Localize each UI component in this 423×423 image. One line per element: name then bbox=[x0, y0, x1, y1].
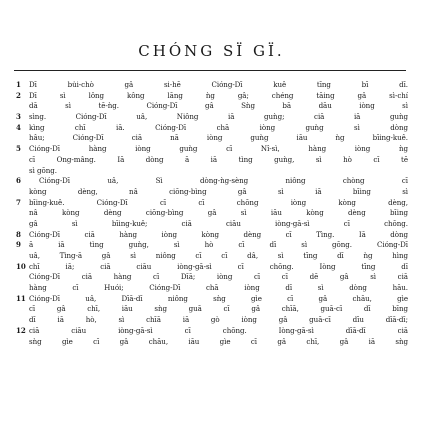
line-text: Dī bu̍i-chò gâ si-hē Cióng-Dī kuê tīng bī dī. bbox=[29, 80, 408, 89]
verse-number: 5 bbox=[16, 144, 21, 154]
text-line bbox=[16, 337, 408, 348]
text-line bbox=[16, 262, 408, 273]
line-text: Dī sì lông kông lāng ǹg gâ; chéng tāing gâ sì-chí bbox=[29, 90, 408, 100]
verse-number: 4 bbox=[16, 122, 21, 132]
verse-number: 7 bbox=[16, 197, 21, 207]
line-text: cī gâ chī, iāu sǹg guā cī gâ chīā, guā-cī dī bīng bbox=[29, 304, 408, 314]
line-text: chī iā; ciā ciāu iòng-gā-sì cī chōng. Iòng tīng dī bbox=[29, 261, 408, 271]
line-text: sìng. Cióng-Dī uâ, Niông iā guǹg; ciā iā guǹg bbox=[29, 112, 408, 122]
text-line bbox=[16, 219, 408, 230]
line-text: gâ sì bīing-kuê; ciā ciāu iòng-gā-sì cī chōng. bbox=[29, 218, 408, 228]
line-text: kìng chī iā. Cióng-Dī chā iòng guǹg sì dòng bbox=[29, 122, 408, 132]
text-line bbox=[16, 304, 408, 315]
line-text: ā iā tìng guǹg, sì hò cī dī sì gōng. Cióng-Dī bbox=[29, 240, 408, 250]
line-text: uâ, Tìng-ā gâ sì niông cī cī dâ, sì tīng dī ǹg hìng bbox=[29, 251, 408, 260]
text-line bbox=[16, 187, 408, 198]
text-line bbox=[16, 315, 408, 326]
line-text: kòng dèng, nâ ciōng-bìng gâ sì iā bīing sì bbox=[29, 186, 408, 196]
text-line bbox=[16, 176, 408, 187]
text-line bbox=[16, 91, 408, 102]
verse-number: 9 bbox=[16, 240, 21, 250]
verse-number: 2 bbox=[16, 90, 21, 100]
text-line bbox=[16, 101, 408, 112]
line-text: Cióng-Dī ciā hàng cī Dīā; iòng cī cī dē gâ sì ciā bbox=[29, 272, 408, 282]
title-divider bbox=[14, 70, 406, 71]
verse-number: 1 bbox=[16, 80, 21, 89]
line-text: cī Ong-mâng. Iā dòng ā iā tìng guǹg, sì hò cī tē bbox=[29, 154, 408, 164]
chapter-body bbox=[16, 80, 408, 347]
verse-number: 12 bbox=[16, 325, 26, 335]
line-text: hàng cī Huói; Cióng-Dī chā iòng dī sì dòng hāu. bbox=[29, 283, 408, 293]
line-text: ciā ciāu iòng-gā-sì cī chōng. Iòng-gā-sì dīā-dī ciā bbox=[29, 325, 408, 335]
line-text: Cióng-Dī uâ, Dīā-dī niông sǹg gìe cī gâ chāu, gìe bbox=[29, 293, 408, 303]
text-line bbox=[16, 240, 408, 251]
text-line bbox=[16, 208, 408, 219]
text-line bbox=[16, 251, 408, 262]
text-line bbox=[16, 80, 408, 91]
verse-number: 11 bbox=[16, 293, 26, 303]
text-line bbox=[16, 198, 408, 209]
text-line bbox=[16, 272, 408, 283]
verse-number: 10 bbox=[16, 261, 26, 271]
line-text: dā sì tē-ǹg. Cióng-Dī gâ Sǹg bā dāu iòng sì bbox=[29, 101, 408, 111]
line-text: hâu; Cióng-Dī ciā nā iòng guǹg iāu ǹg bīing-kuê. bbox=[29, 133, 408, 143]
text-line bbox=[16, 326, 408, 337]
text-line bbox=[16, 155, 408, 166]
text-line bbox=[16, 294, 408, 305]
line-text: dī iā hò, sì chīā iā gò iòng gâ guā-cī dīu dīā-dī; bbox=[29, 315, 408, 325]
line-text: Cióng-Dī hàng iòng guǹg cī Nî-sì, hàng iòng ǹg bbox=[29, 144, 408, 154]
verse-number: 6 bbox=[16, 176, 21, 186]
text-line bbox=[16, 144, 408, 155]
verse-number: 3 bbox=[16, 112, 21, 122]
text-line bbox=[16, 166, 408, 177]
text-line bbox=[16, 123, 408, 134]
verse-number: 8 bbox=[16, 229, 21, 239]
text-line bbox=[16, 230, 408, 241]
line-text: Cióng-Dī ciā hàng iòng kòng dèng cī Tìng. Iā dòng bbox=[29, 229, 408, 239]
text-line bbox=[16, 112, 408, 123]
line-text: bīing-kuê. Cióng-Dī cī cī chōng iòng kòng dèng, bbox=[29, 197, 408, 207]
chapter-title: CHÓNG SÏ GÏ. bbox=[138, 42, 285, 60]
line-text: sǹg gìe cī gâ chāu, iāu gìe cī gâ chī, gâ iā sǹg bbox=[29, 336, 408, 346]
text-line bbox=[16, 283, 408, 294]
line-text: nâ kòng dèng ciōng-bìng gâ sì iāu kòng dèng bīing bbox=[29, 208, 408, 218]
text-line bbox=[16, 133, 408, 144]
line-text: Cióng-Dī uâ, Sì dòng-ǹg-sèng niông chòng cī bbox=[39, 176, 408, 186]
line-text: sì gōng. bbox=[29, 165, 57, 175]
